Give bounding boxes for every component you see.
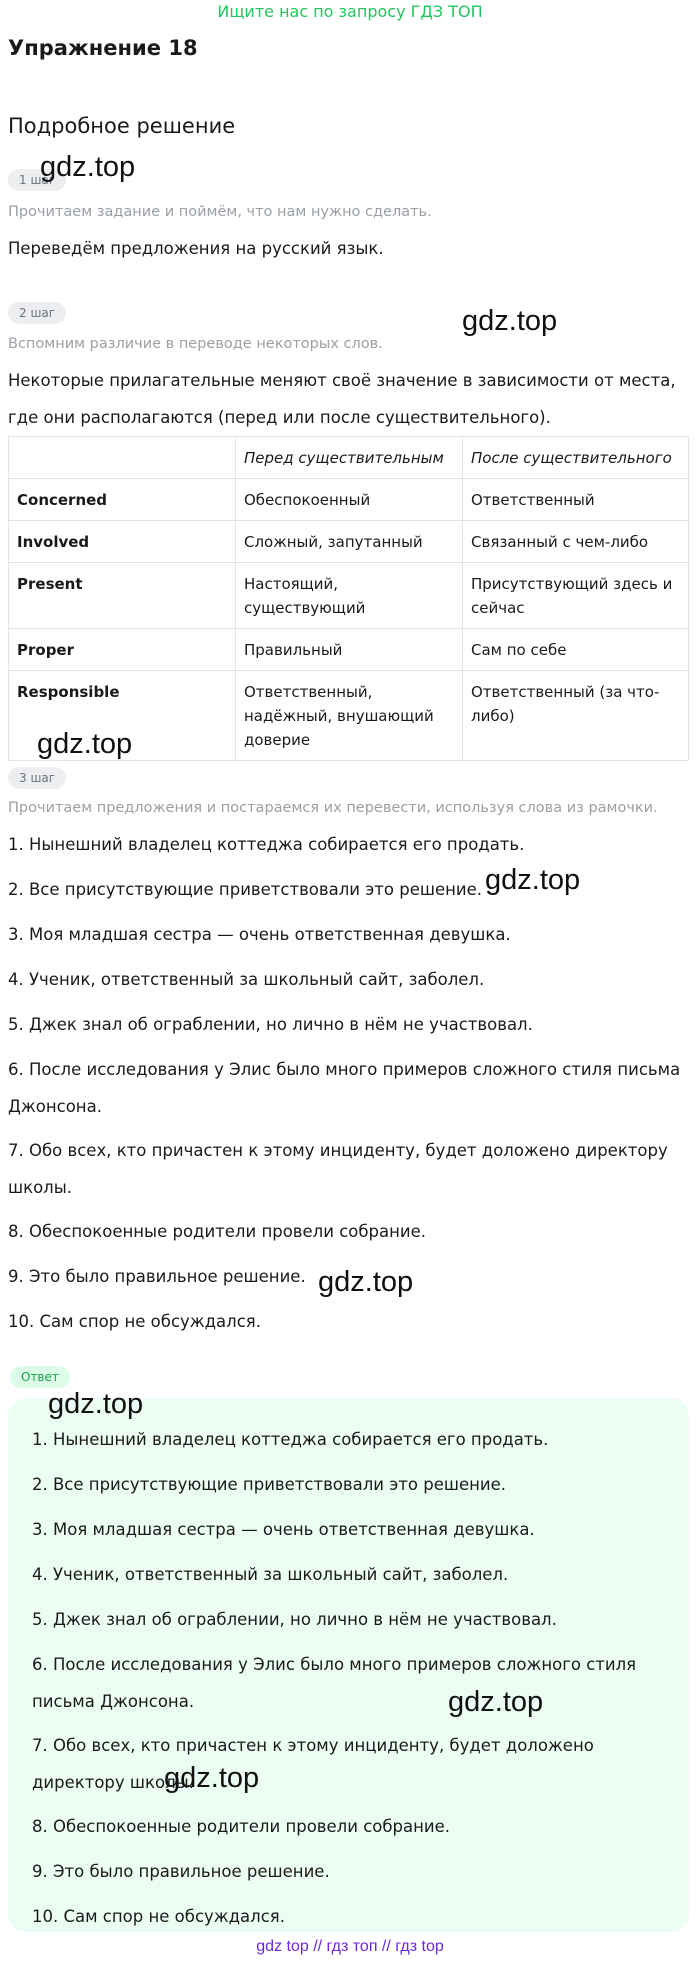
answer-item: 1. Нынешний владелец коттеджа собирается его продать.: [32, 1430, 549, 1449]
table-row: [9, 629, 689, 671]
table-cell-word: Responsible: [9, 671, 236, 761]
sentence-item: 5. Джек знал об ограблении, но лично в нём не участвовал.: [8, 1015, 533, 1034]
table-row: [9, 563, 689, 629]
word-meanings-table: [8, 436, 689, 761]
table-cell: Сам по себе: [463, 629, 689, 671]
watermark: gdz.top: [318, 1266, 414, 1298]
answer-item: 4. Ученик, ответственный за школьный сайт, заболел.: [32, 1565, 509, 1584]
step-3-badge: 3 шаг: [8, 767, 66, 789]
step-1-badge: 1 шаг: [8, 169, 66, 191]
answer-item: 9. Это было правильное решение.: [32, 1862, 330, 1881]
table-cell: Связанный с чем-либо: [463, 521, 689, 563]
watermark: gdz.top: [485, 864, 581, 896]
exercise-title: Упражнение 18: [8, 36, 198, 60]
answer-badge: Ответ: [10, 1366, 70, 1388]
table-header-cell: Перед существительным: [236, 437, 463, 479]
step-2-text: Некоторые прилагательные меняют своё значение в зависимости от места, где они располагаются (перед или после существительного).: [8, 371, 676, 427]
sentence-item: 10. Сам спор не обсуждался.: [8, 1312, 261, 1331]
table-cell: Сложный, запутанный: [236, 521, 463, 563]
table-cell: Ответственный (за что-либо): [463, 671, 689, 761]
sentence-item: 6. После исследования у Элис было много примеров сложного стиля письма Джонсона.: [8, 1060, 681, 1116]
table-cell: Ответственный: [463, 479, 689, 521]
answer-item: 10. Сам спор не обсуждался.: [32, 1907, 285, 1926]
table-cell: Правильный: [236, 629, 463, 671]
sentence-item: 2. Все присутствующие приветствовали это решение.: [8, 880, 483, 899]
step-2-hint: Вспомним различие в переводе некоторых слов.: [8, 336, 383, 352]
answer-item: 2. Все присутствующие приветствовали это решение.: [32, 1475, 507, 1494]
sentence-item: 7. Обо всех, кто причастен к этому инциденту, будет доложено директору школы.: [8, 1141, 668, 1197]
step-1-hint: Прочитаем задание и поймём, что нам нужно сделать.: [8, 204, 432, 220]
table-cell: Обеспокоенный: [236, 479, 463, 521]
watermark: gdz.top: [448, 1686, 544, 1718]
solution-title: Подробное решение: [8, 114, 236, 138]
watermark: gdz.top: [37, 728, 133, 760]
answer-item: 3. Моя младшая сестра — очень ответственная девушка.: [32, 1520, 535, 1539]
sentence-item: 1. Нынешний владелец коттеджа собирается его продать.: [8, 835, 525, 854]
sentence-item: 9. Это было правильное решение.: [8, 1267, 306, 1286]
table-header-row: [9, 437, 689, 479]
watermark: gdz.top: [164, 1762, 260, 1794]
footer-links[interactable]: gdz top // гдз топ // гдз top: [256, 1938, 444, 1955]
step-2-badge: 2 шаг: [8, 302, 66, 324]
watermark: gdz.top: [40, 151, 136, 183]
step-3-hint: Прочитаем предложения и постараемся их перевести, используя слова из рамочки.: [8, 800, 658, 816]
answer-item: 5. Джек знал об ограблении, но лично в нём не участвовал.: [32, 1610, 557, 1629]
table-cell: Настоящий, существующий: [236, 563, 463, 629]
table-row: [9, 521, 689, 563]
search-banner[interactable]: Ищите нас по запросу ГДЗ ТОП: [217, 2, 483, 21]
table-cell-word: Present: [9, 563, 236, 629]
table-cell-word: Involved: [9, 521, 236, 563]
step-1-text: Переведём предложения на русский язык.: [8, 239, 384, 258]
answer-item: 7. Обо всех, кто причастен к этому инциденту, будет доложено директору школы.: [32, 1736, 594, 1792]
table-header-cell: После существительного: [463, 437, 689, 479]
watermark: gdz.top: [462, 305, 558, 337]
watermark: gdz.top: [48, 1388, 144, 1420]
sentence-item: 4. Ученик, ответственный за школьный сайт, заболел.: [8, 970, 485, 989]
table-row: [9, 479, 689, 521]
answer-item: 6. После исследования у Элис было много примеров сложного стиля письма Джонсона.: [32, 1655, 637, 1711]
table-cell-word: Concerned: [9, 479, 236, 521]
table-header-cell: [9, 437, 236, 479]
table-cell: Ответственный, надёжный, внушающий доверие: [236, 671, 463, 761]
answer-item: 8. Обеспокоенные родители провели собрание.: [32, 1817, 451, 1836]
table-cell-word: Proper: [9, 629, 236, 671]
sentence-item: 3. Моя младшая сестра — очень ответственная девушка.: [8, 925, 511, 944]
sentence-item: 8. Обеспокоенные родители провели собрание.: [8, 1222, 427, 1241]
table-cell: Присутствующий здесь и сейчас: [463, 563, 689, 629]
